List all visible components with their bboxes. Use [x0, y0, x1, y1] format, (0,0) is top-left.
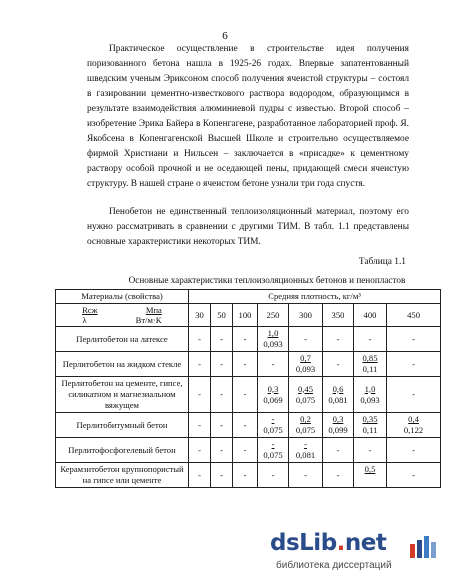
strength-value: 0,7: [300, 353, 311, 363]
value-cell: -: [258, 352, 289, 377]
value-cell: -: [233, 413, 258, 438]
watermark-subtitle: библиотека диссертаций: [276, 560, 392, 571]
strength-value: 1,0: [267, 328, 279, 338]
material-name: Перлитобетон на цементе, гипсе, силикатном и магнезиальном вяжущем: [56, 377, 189, 413]
value-cell: -: [233, 327, 258, 352]
strength-value: 0,5: [364, 464, 376, 474]
legend-r-unit: Мпа: [145, 305, 162, 315]
conductivity-value: 0,11: [362, 364, 378, 374]
value-cell: -: [387, 352, 441, 377]
paragraph-comparison: Пенобетон не единственный теплоизоляционный материал, поэтому его нужно рассматривать в сравнении с другими ТИМ. В табл. 1.1 представлены основные характеристики некоторых ТИМ.: [87, 207, 409, 247]
value-cell: [354, 463, 387, 488]
header-legend: [56, 304, 189, 327]
value-cell: -: [211, 377, 233, 413]
material-name: Перлитобитумный бетон: [56, 413, 189, 438]
value-cell: -: [211, 413, 233, 438]
conductivity-value: 0,075: [295, 394, 316, 405]
value-cell: -: [258, 463, 289, 488]
conductivity-value: 0,093: [295, 364, 316, 374]
table-row: [56, 352, 441, 377]
density-column-header: 350: [323, 304, 354, 327]
value-cell: [354, 352, 387, 377]
strength-value: 0,35: [362, 414, 378, 424]
dslib-watermark: [262, 530, 450, 578]
value-cell: -: [323, 463, 354, 488]
value-cell: -: [233, 463, 258, 488]
value-cell: -: [189, 438, 211, 463]
value-cell: [387, 413, 441, 438]
value-cell: [289, 352, 323, 377]
conductivity-value: 0,075: [263, 450, 283, 460]
legend-r-label: Rсж: [82, 305, 98, 315]
value-cell: -: [211, 352, 233, 377]
strength-value: -: [271, 439, 275, 449]
strength-value: -: [304, 439, 307, 449]
table-row: [56, 377, 441, 413]
value-cell: [323, 377, 354, 413]
density-column-header: 100: [233, 304, 258, 327]
strength-value: 0,6: [332, 383, 344, 394]
table-caption: Таблица 1.1: [358, 257, 406, 267]
strength-value: 0,3: [332, 414, 344, 424]
table-title: Основные характеристики теплоизоляционных бетонов и пенопластов: [128, 275, 406, 285]
books-icon: [408, 536, 438, 558]
value-cell: -: [387, 377, 441, 413]
value-cell: [258, 377, 289, 413]
value-cell: -: [189, 327, 211, 352]
value-cell: -: [189, 377, 211, 413]
density-column-header: 400: [354, 304, 387, 327]
value-cell: [354, 413, 387, 438]
density-column-header: 300: [289, 304, 323, 327]
density-column-header: 30: [189, 304, 211, 327]
strength-value: 0,85: [362, 353, 378, 363]
header-density: Средняя плотность, кг/м³: [189, 290, 441, 304]
page-number: 6: [222, 30, 228, 42]
value-cell: -: [323, 327, 354, 352]
strength-value: -: [271, 414, 275, 424]
value-cell: -: [289, 327, 323, 352]
conductivity-value: 0,075: [295, 425, 316, 435]
value-cell: -: [233, 377, 258, 413]
value-cell: [323, 413, 354, 438]
watermark-logo: dsLib.net: [270, 530, 387, 556]
strength-value: 0,3: [267, 383, 279, 394]
density-column-header: 50: [211, 304, 233, 327]
value-cell: [289, 438, 323, 463]
value-cell: -: [387, 438, 441, 463]
value-cell: -: [211, 327, 233, 352]
value-cell: [289, 413, 323, 438]
table-row: [56, 438, 441, 463]
conductivity-value: 0,069: [263, 394, 283, 405]
value-cell: [354, 377, 387, 413]
value-cell: [289, 377, 323, 413]
conductivity-value: [356, 475, 384, 486]
conductivity-value: 0,093: [263, 339, 283, 349]
material-name: Перлитобетон на латексе: [56, 327, 189, 352]
value-cell: -: [354, 438, 387, 463]
value-cell: -: [189, 352, 211, 377]
table-body: [56, 327, 441, 488]
value-cell: -: [354, 327, 387, 352]
conductivity-value: 0,093: [360, 394, 380, 405]
strength-value: 0,45: [297, 383, 314, 394]
value-cell: -: [387, 463, 441, 488]
strength-value: 1,0: [364, 383, 376, 394]
value-cell: -: [387, 327, 441, 352]
table-row: [56, 463, 441, 488]
density-column-header: 250: [258, 304, 289, 327]
conductivity-value: 0,11: [362, 425, 378, 435]
material-name: Перлитофосфогелевый бетон: [56, 438, 189, 463]
conductivity-value: 0,081: [328, 394, 348, 405]
table-row: [56, 327, 441, 352]
conductivity-value: 0,099: [328, 425, 348, 435]
paragraph-history: Практическое осуществление в строительстве идея получения поризованного бетона нашла в 1925-26 годах. Впервые запатентованный шведским ученым Эриксоном способ получения ячеистой структуры – состоял в газировании цементно-известкового раствора водородом, образующимся в результате взаимодействия алюминиевой пудры с известью. Второй способ – изобретение Эрика Байера в Копенгагене, разработанное лабораторией проф. Я. Якобсена в Копенгагенской Высшей Школе и строительно осуществляемое фирмой Христиани и Нильсен – заключается в «присадке» к цементному раствору особой прочной и не оседающей пены, придающей смеси ячеистую структуру. В нашей стране о ячеистом бетоне узнали три года спустя.: [87, 44, 409, 189]
characteristics-table: [55, 289, 441, 488]
value-cell: -: [323, 438, 354, 463]
value-cell: -: [323, 352, 354, 377]
conductivity-value: 0,075: [263, 425, 283, 435]
value-cell: [258, 327, 289, 352]
value-cell: -: [233, 352, 258, 377]
material-name: Перлитобетон на жидком стекле: [56, 352, 189, 377]
strength-value: 0,4: [408, 414, 419, 424]
value-cell: -: [189, 413, 211, 438]
value-cell: -: [289, 463, 323, 488]
legend-lambda-unit: Вт/м·К: [135, 315, 162, 325]
value-cell: -: [211, 463, 233, 488]
strength-value: 0,2: [300, 414, 311, 424]
conductivity-value: 0,081: [295, 450, 316, 460]
value-cell: [258, 413, 289, 438]
conductivity-value: 0,122: [403, 425, 424, 435]
density-column-header: 450: [387, 304, 441, 327]
value-cell: -: [211, 438, 233, 463]
header-materials: Материалы (свойства): [56, 290, 189, 304]
value-cell: [258, 438, 289, 463]
value-cell: -: [233, 438, 258, 463]
material-name: Керамзитобетон крупнопористый на гипсе или цементе: [56, 463, 189, 488]
value-cell: -: [189, 463, 211, 488]
table-row: [56, 413, 441, 438]
legend-lambda-label: λ: [82, 315, 87, 325]
